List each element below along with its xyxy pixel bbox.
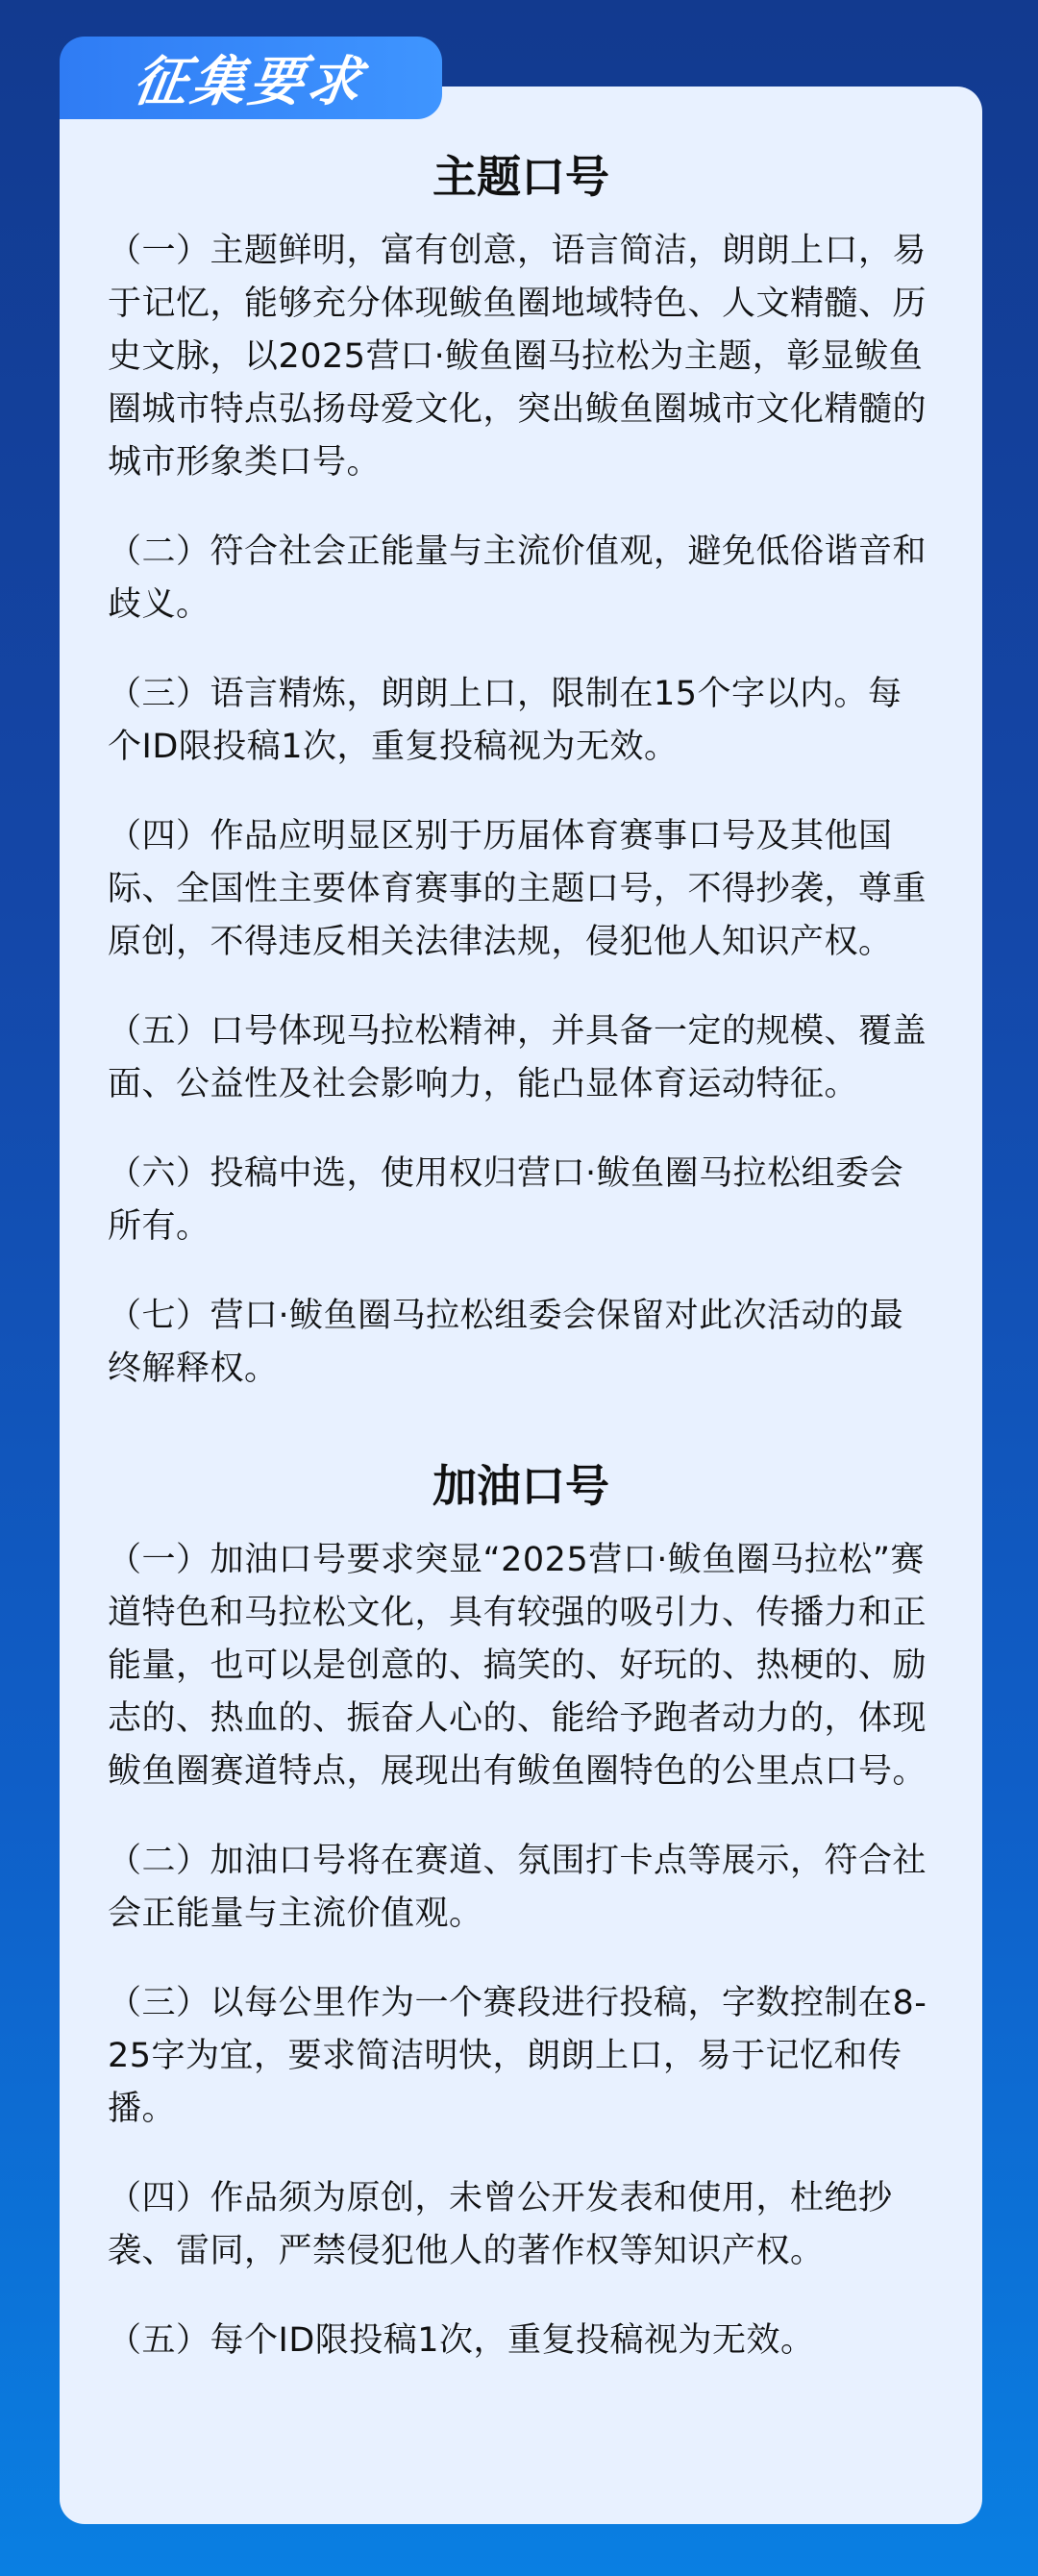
cheer-item-5: （五）每个ID限投稿1次，重复投稿视为无效。 <box>108 2321 815 2360</box>
theme-item-7: （七）营口·鲅鱼圈马拉松组委会保留对此次活动的最终解释权。 <box>108 1297 904 1388</box>
section-heading-theme: 主题口号 <box>432 151 609 203</box>
tab-title: 征集要求 <box>129 51 369 113</box>
cheer-item-1: （一）加油口号要求突显“2025营口·鲅鱼圈马拉松”赛道特色和马拉松文化，具有较强的吸引力、传播力和正能量，也可以是创意的、搞笑的、好玩的、热梗的、励志的、热血的、振奋人心的、能给予跑者动力的，体现鲅鱼圈赛道特点，展现出有鲅鱼圈特色的公里点口号。 <box>108 1541 927 1791</box>
cheer-item-2: （二）加油口号将在赛道、氛围打卡点等展示，符合社会正能量与主流价值观。 <box>108 1842 927 1933</box>
section-cheer-slogan <box>108 1457 934 2367</box>
cheer-item-3: （三）以每公里作为一个赛段进行投稿，字数控制在8-25字为宜，要求简洁明快，朗朗上口，易于记忆和传播。 <box>108 1984 927 2128</box>
theme-item-3: （三）语言精炼，朗朗上口，限制在15个字以内。每个ID限投稿1次，重复投稿视为无效。 <box>108 675 902 766</box>
cheer-item-4: （四）作品须为原创，未曾公开发表和使用，杜绝抄袭、雷同，严禁侵犯他人的著作权等知识产权。 <box>108 2179 893 2270</box>
section-theme-slogan <box>108 148 934 1396</box>
requirements-card <box>60 87 982 2524</box>
theme-item-5: （五）口号体现马拉松精神，并具备一定的规模、覆盖面、公益性及社会影响力，能凸显体育运动特征。 <box>108 1012 927 1103</box>
theme-item-1: （一）主题鲜明，富有创意，语言简洁，朗朗上口，易于记忆，能够充分体现鲅鱼圈地域特色、人文精髓、历史文脉，以2025营口·鲅鱼圈马拉松为主题，彰显鲅鱼圈城市特点弘扬母爱文化，突出鲅鱼圈城市文化精髓的城市形象类口号。 <box>108 232 927 482</box>
section-heading-cheer: 加油口号 <box>432 1460 609 1512</box>
section-tab <box>60 37 442 119</box>
theme-item-2: （二）符合社会正能量与主流价值观，避免低俗谐音和歧义。 <box>108 533 927 624</box>
theme-item-4: （四）作品应明显区别于历届体育赛事口号及其他国际、全国性主要体育赛事的主题口号，不得抄袭，尊重原创，不得违反相关法律法规，侵犯他人知识产权。 <box>108 817 927 961</box>
theme-item-6: （六）投稿中选，使用权归营口·鲅鱼圈马拉松组委会所有。 <box>108 1154 904 1246</box>
